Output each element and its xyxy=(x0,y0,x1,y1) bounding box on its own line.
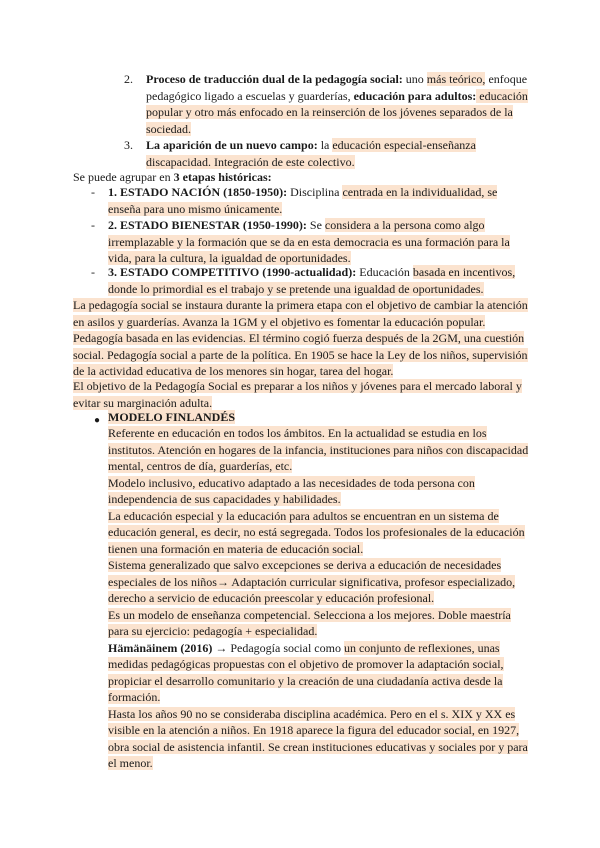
item-number: 3. xyxy=(124,138,133,152)
highlighted-text: educación popular y otro más enfocado en la reinserción de los jóvenes separados de la sociedad. xyxy=(146,88,528,136)
model-heading xyxy=(108,409,531,426)
highlighted-text: más teórico, xyxy=(426,72,486,86)
highlighted-text: centrada en la individualidad, se enseña para uno mismo únicamente. xyxy=(108,185,498,216)
numbered-item-3 xyxy=(124,137,531,170)
model-line xyxy=(108,557,531,607)
intro-text: Se puede agrupar en xyxy=(73,170,174,184)
highlighted-text: Modelo inclusivo, educativo adaptado a las necesidades de toda persona con independencia de sus capacidades y habilidades. xyxy=(108,475,475,506)
item-heading: La aparición de un nuevo campo: xyxy=(146,138,318,152)
highlighted-text: educación especial-enseñanza discapacidad. Integración de este colectivo. xyxy=(146,138,476,169)
numbered-item-2 xyxy=(124,71,531,137)
dash-marker: - xyxy=(91,185,95,199)
model-title: MODELO FINLANDÉS xyxy=(108,410,236,424)
text-run: Disciplina xyxy=(287,185,343,199)
hamalainen-line xyxy=(108,640,531,706)
text-run: la xyxy=(317,138,333,152)
item-text xyxy=(146,138,476,169)
highlighted-text: Referente en educación en todos los ámbitos. En la actualidad se estudia en los institutos. Atención en hogares de la infancia, instituciones para niños con discapacidad mental, centros de día, guarderías, etc. xyxy=(108,426,529,473)
highlighted-text: basada en incentivos, donde lo primordial es el trabajo y se pretende una igualdad de oportunidades. xyxy=(108,265,516,296)
model-line xyxy=(108,706,531,772)
highlighted-text: La educación especial y la educación para adultos se encuentran en un sistema de educación general, es decir, no está segregada. Todos los profesionales de la educación tienen una formación en materia de educación social. xyxy=(108,508,525,556)
model-line xyxy=(108,607,531,640)
text-run: Educación xyxy=(356,265,413,279)
item-text xyxy=(146,72,528,136)
highlighted-text: Es un modelo de enseñanza competencial. Selecciona a los mejores. Doble maestría para su ejercicio: pedagogía + especialidad. xyxy=(108,607,511,638)
bold-text: educación para adultos: xyxy=(353,88,477,103)
text-run: Se xyxy=(306,218,325,232)
highlighted-text: considera a la persona como algo irremplazable y la formación que se da en esta democracia es una formación para la vida, para la cultura, la igualdad de oportunidades. xyxy=(108,218,510,265)
model-line xyxy=(108,508,531,558)
author-citation: Hämänäinem (2016) xyxy=(108,640,213,655)
item-number: 2. xyxy=(124,72,133,86)
dash-marker: - xyxy=(91,265,95,279)
highlighted-text: El objetivo de la Pedagogía Social es preparar a los niños y jóvenes para el mercado laboral y evitar su marginación adulta. xyxy=(73,379,522,410)
stage-heading: 3. ESTADO COMPETITIVO (1990-actualidad): xyxy=(108,265,357,279)
stage-item-2 xyxy=(91,217,531,267)
stage-heading: 1. ESTADO NACIÓN (1850-1950): xyxy=(108,185,288,199)
highlighted-text: Hasta los años 90 no se consideraba disciplina académica. Pero en el s. XIX y XX es visible en la atención a niños. En 1918 aparece la figura del educador social, en 1927, obra social de asistencia infantil. Se crean instituciones educativas y sociales por y para el menor. xyxy=(108,706,528,770)
paragraph-history xyxy=(73,297,531,380)
text-run: enfoque pedagógico ligado a escuelas y guarderías, xyxy=(146,72,528,103)
intro-bold: 3 etapas históricas: xyxy=(173,170,272,184)
item-heading: Proceso de traducción dual de la pedagogía social: xyxy=(146,72,403,86)
text-run: uno xyxy=(402,72,427,86)
stage-heading: 2. ESTADO BIENESTAR (1950-1990): xyxy=(108,218,307,232)
highlighted-text: Sistema generalizado que salvo excepciones se deriva a educación de necesidades especiales de los niños→ Adaptación curricular significativa, profesor especializado, derecho a servicio de educación preescolar y educación profesional. xyxy=(108,558,516,605)
bullet-icon: ● xyxy=(94,415,101,426)
stage-item-1 xyxy=(91,184,531,217)
dash-marker: - xyxy=(91,218,95,232)
model-line xyxy=(108,475,531,508)
model-body xyxy=(108,425,531,772)
text-run: Pedagogía social como xyxy=(230,640,344,655)
highlighted-text: un conjunto de reflexiones, unas medidas pedagógicas propuestas con el objetivo de promover la adaptación social, propiciar el desarrollo comunitario y la creación de una ciudadanía activa desde la formación. xyxy=(108,640,504,704)
paragraph-objective xyxy=(73,378,531,411)
highlighted-text: La pedagogía social se instaura durante la primera etapa con el objetivo de cambiar la atención en asilos y guarderías. Avanza la 1GM y el objetivo es fomentar la educación popular. Pedagogía basada en las evidencias. El término cogió fuerza después de la 2GM, una cuestión social. Pedagogía social a parte de la política. En 1905 se hace la Ley de los niños, supervisión de la actividad educativa de los menores sin hogar, tarea del hogar. xyxy=(73,298,528,378)
arrow-icon: → xyxy=(212,640,231,655)
stage-item-3 xyxy=(91,264,531,297)
model-line xyxy=(108,425,531,475)
